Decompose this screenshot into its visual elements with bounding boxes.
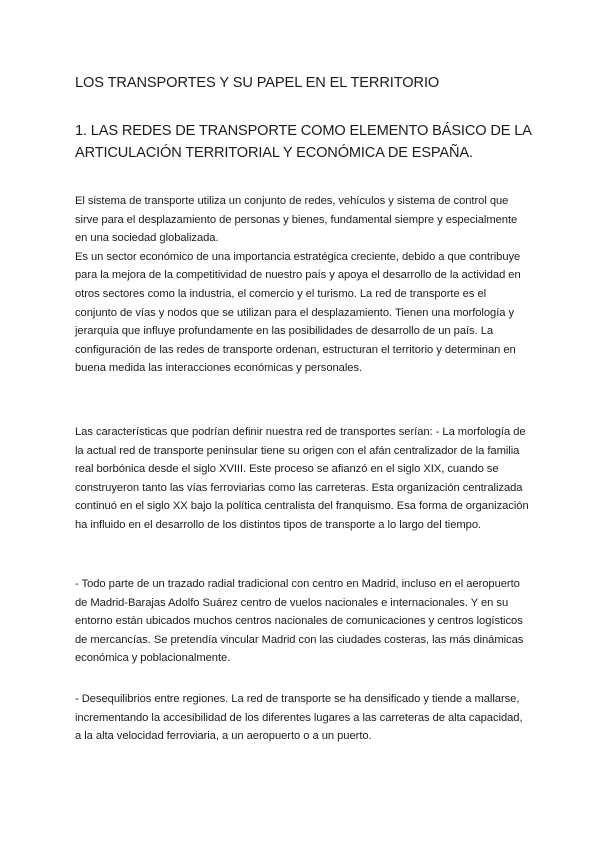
paragraph-characteristics: Las características que podrían definir nuestra red de transportes serían: - La morfología de la actual red de transporte peninsular tiene su origen con el afán centralizador de la familia real borbónica desde el siglo XVIII. Este proceso se afianzó en el siglo XIX, cuando se construyeron tanto las vías ferroviarias como las carreteras. Esta organización centralizada continuó en el siglo XX bajo la política centralista del franquismo. Esa forma de organización ha influido en el desarrollo de los distintos tipos de transporte a lo largo del tiempo. [75, 426, 529, 531]
page-title: LOS TRANSPORTES Y SU PAPEL EN EL TERRITORIO [75, 75, 440, 91]
paragraph-regional-imbalance: - Desequilibrios entre regiones. La red de transporte se ha densificado y tiende a mallarse, incrementando la accesibilidad de los diferentes lugares a las carreteras de alta capacidad, a la alta velocidad ferroviaria, a un aeropuerto o a un puerto. [75, 693, 523, 743]
paragraph-intro: El sistema de transporte utiliza un conjunto de redes, vehículos y sistema de control que sirve para el desplazamiento de personas y bienes, fundamental siempre y especialmente en una sociedad globalizada. Es un sector económico de una importancia estratégica creciente, debido a que contribuye para la mejora de la competitividad de nuestro país y apoya el desarrollo de la actividad en otros sectores como la industria, el comercio y el turismo. La red de transporte es el conjunto de vías y nodos que se utilizan para el desplazamiento. Tienen una morfología y jerarquía que influye profundamente en las posibilidades de desarrollo de un país. La configuración de las redes de transporte ordenan, estructuran el territorio y determinan en buena medida las interacciones económicas y personales. [75, 195, 521, 375]
section-heading: 1. LAS REDES DE TRANSPORTE COMO ELEMENTO BÁSICO DE LA ARTICULACIÓN TERRITORIAL Y ECONÓMICA DE ESPAÑA. [75, 123, 531, 161]
paragraph-radial-layout: - Todo parte de un trazado radial tradicional con centro en Madrid, incluso en el aeropuerto de Madrid-Barajas Adolfo Suárez centro de vuelos nacionales e internacionales. Y en su entorno están ubicados muchos centros nacionales de comunicaciones y centros logísticos de mercancías. Se pretendía vincular Madrid con las ciudades costeras, las más dinámicas económica y poblacionalmente. [75, 578, 524, 665]
